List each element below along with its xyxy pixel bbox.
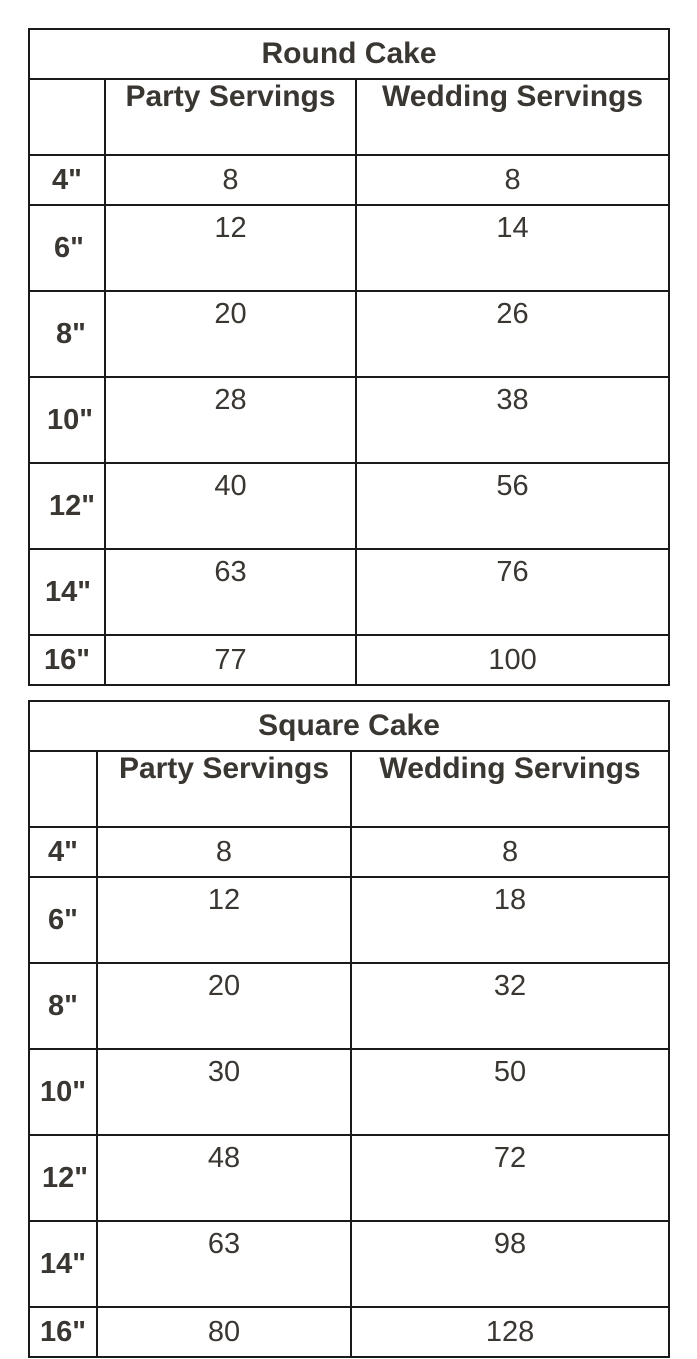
size-cell: 12" [29,463,105,549]
header-blank-cell [29,79,105,155]
party-servings-cell: 28 [105,377,356,463]
party-servings-cell: 77 [105,635,356,685]
party-servings-cell: 40 [105,463,356,549]
wedding-servings-cell: 72 [351,1135,669,1221]
square-cake-table [28,700,670,1358]
wedding-servings-cell: 76 [356,549,669,635]
party-servings-cell: 63 [97,1221,351,1307]
column-header-wedding: Wedding Servings [351,751,669,827]
table-row [29,549,669,635]
size-cell: 12" [29,1135,97,1221]
size-cell: 4" [29,155,105,205]
wedding-servings-cell: 50 [351,1049,669,1135]
wedding-servings-cell: 100 [356,635,669,685]
wedding-servings-cell: 8 [351,827,669,877]
size-cell: 6" [29,877,97,963]
party-servings-cell: 12 [97,877,351,963]
wedding-servings-cell: 8 [356,155,669,205]
wedding-servings-cell: 98 [351,1221,669,1307]
wedding-servings-cell: 38 [356,377,669,463]
wedding-servings-cell: 18 [351,877,669,963]
wedding-servings-cell: 14 [356,205,669,291]
table-title: Square Cake [29,701,669,751]
header-blank-cell [29,751,97,827]
party-servings-cell: 8 [105,155,356,205]
table-row [29,205,669,291]
size-cell: 16" [29,635,105,685]
table-row [29,155,669,205]
table-row [29,635,669,685]
wedding-servings-cell: 56 [356,463,669,549]
party-servings-cell: 12 [105,205,356,291]
size-cell: 6" [29,205,105,291]
party-servings-cell: 20 [105,291,356,377]
size-cell: 14" [29,549,105,635]
table-row [29,827,669,877]
party-servings-cell: 63 [105,549,356,635]
size-cell: 10" [29,1049,97,1135]
table-row [29,1049,669,1135]
table-row [29,963,669,1049]
size-cell: 10" [29,377,105,463]
party-servings-cell: 48 [97,1135,351,1221]
column-header-party: Party Servings [97,751,351,827]
party-servings-cell: 80 [97,1307,351,1357]
column-header-wedding: Wedding Servings [356,79,669,155]
size-cell: 14" [29,1221,97,1307]
wedding-servings-cell: 32 [351,963,669,1049]
wedding-servings-cell: 128 [351,1307,669,1357]
table-row [29,291,669,377]
wedding-servings-cell: 26 [356,291,669,377]
table-title: Round Cake [29,29,669,79]
size-cell: 4" [29,827,97,877]
party-servings-cell: 30 [97,1049,351,1135]
party-servings-cell: 20 [97,963,351,1049]
table-row [29,1135,669,1221]
table-row [29,463,669,549]
size-cell: 8" [29,963,97,1049]
table-row [29,1221,669,1307]
round-cake-table [28,28,670,686]
table-row [29,877,669,963]
table-row [29,1307,669,1357]
party-servings-cell: 8 [97,827,351,877]
size-cell: 8" [29,291,105,377]
table-row [29,377,669,463]
size-cell: 16" [29,1307,97,1357]
column-header-party: Party Servings [105,79,356,155]
